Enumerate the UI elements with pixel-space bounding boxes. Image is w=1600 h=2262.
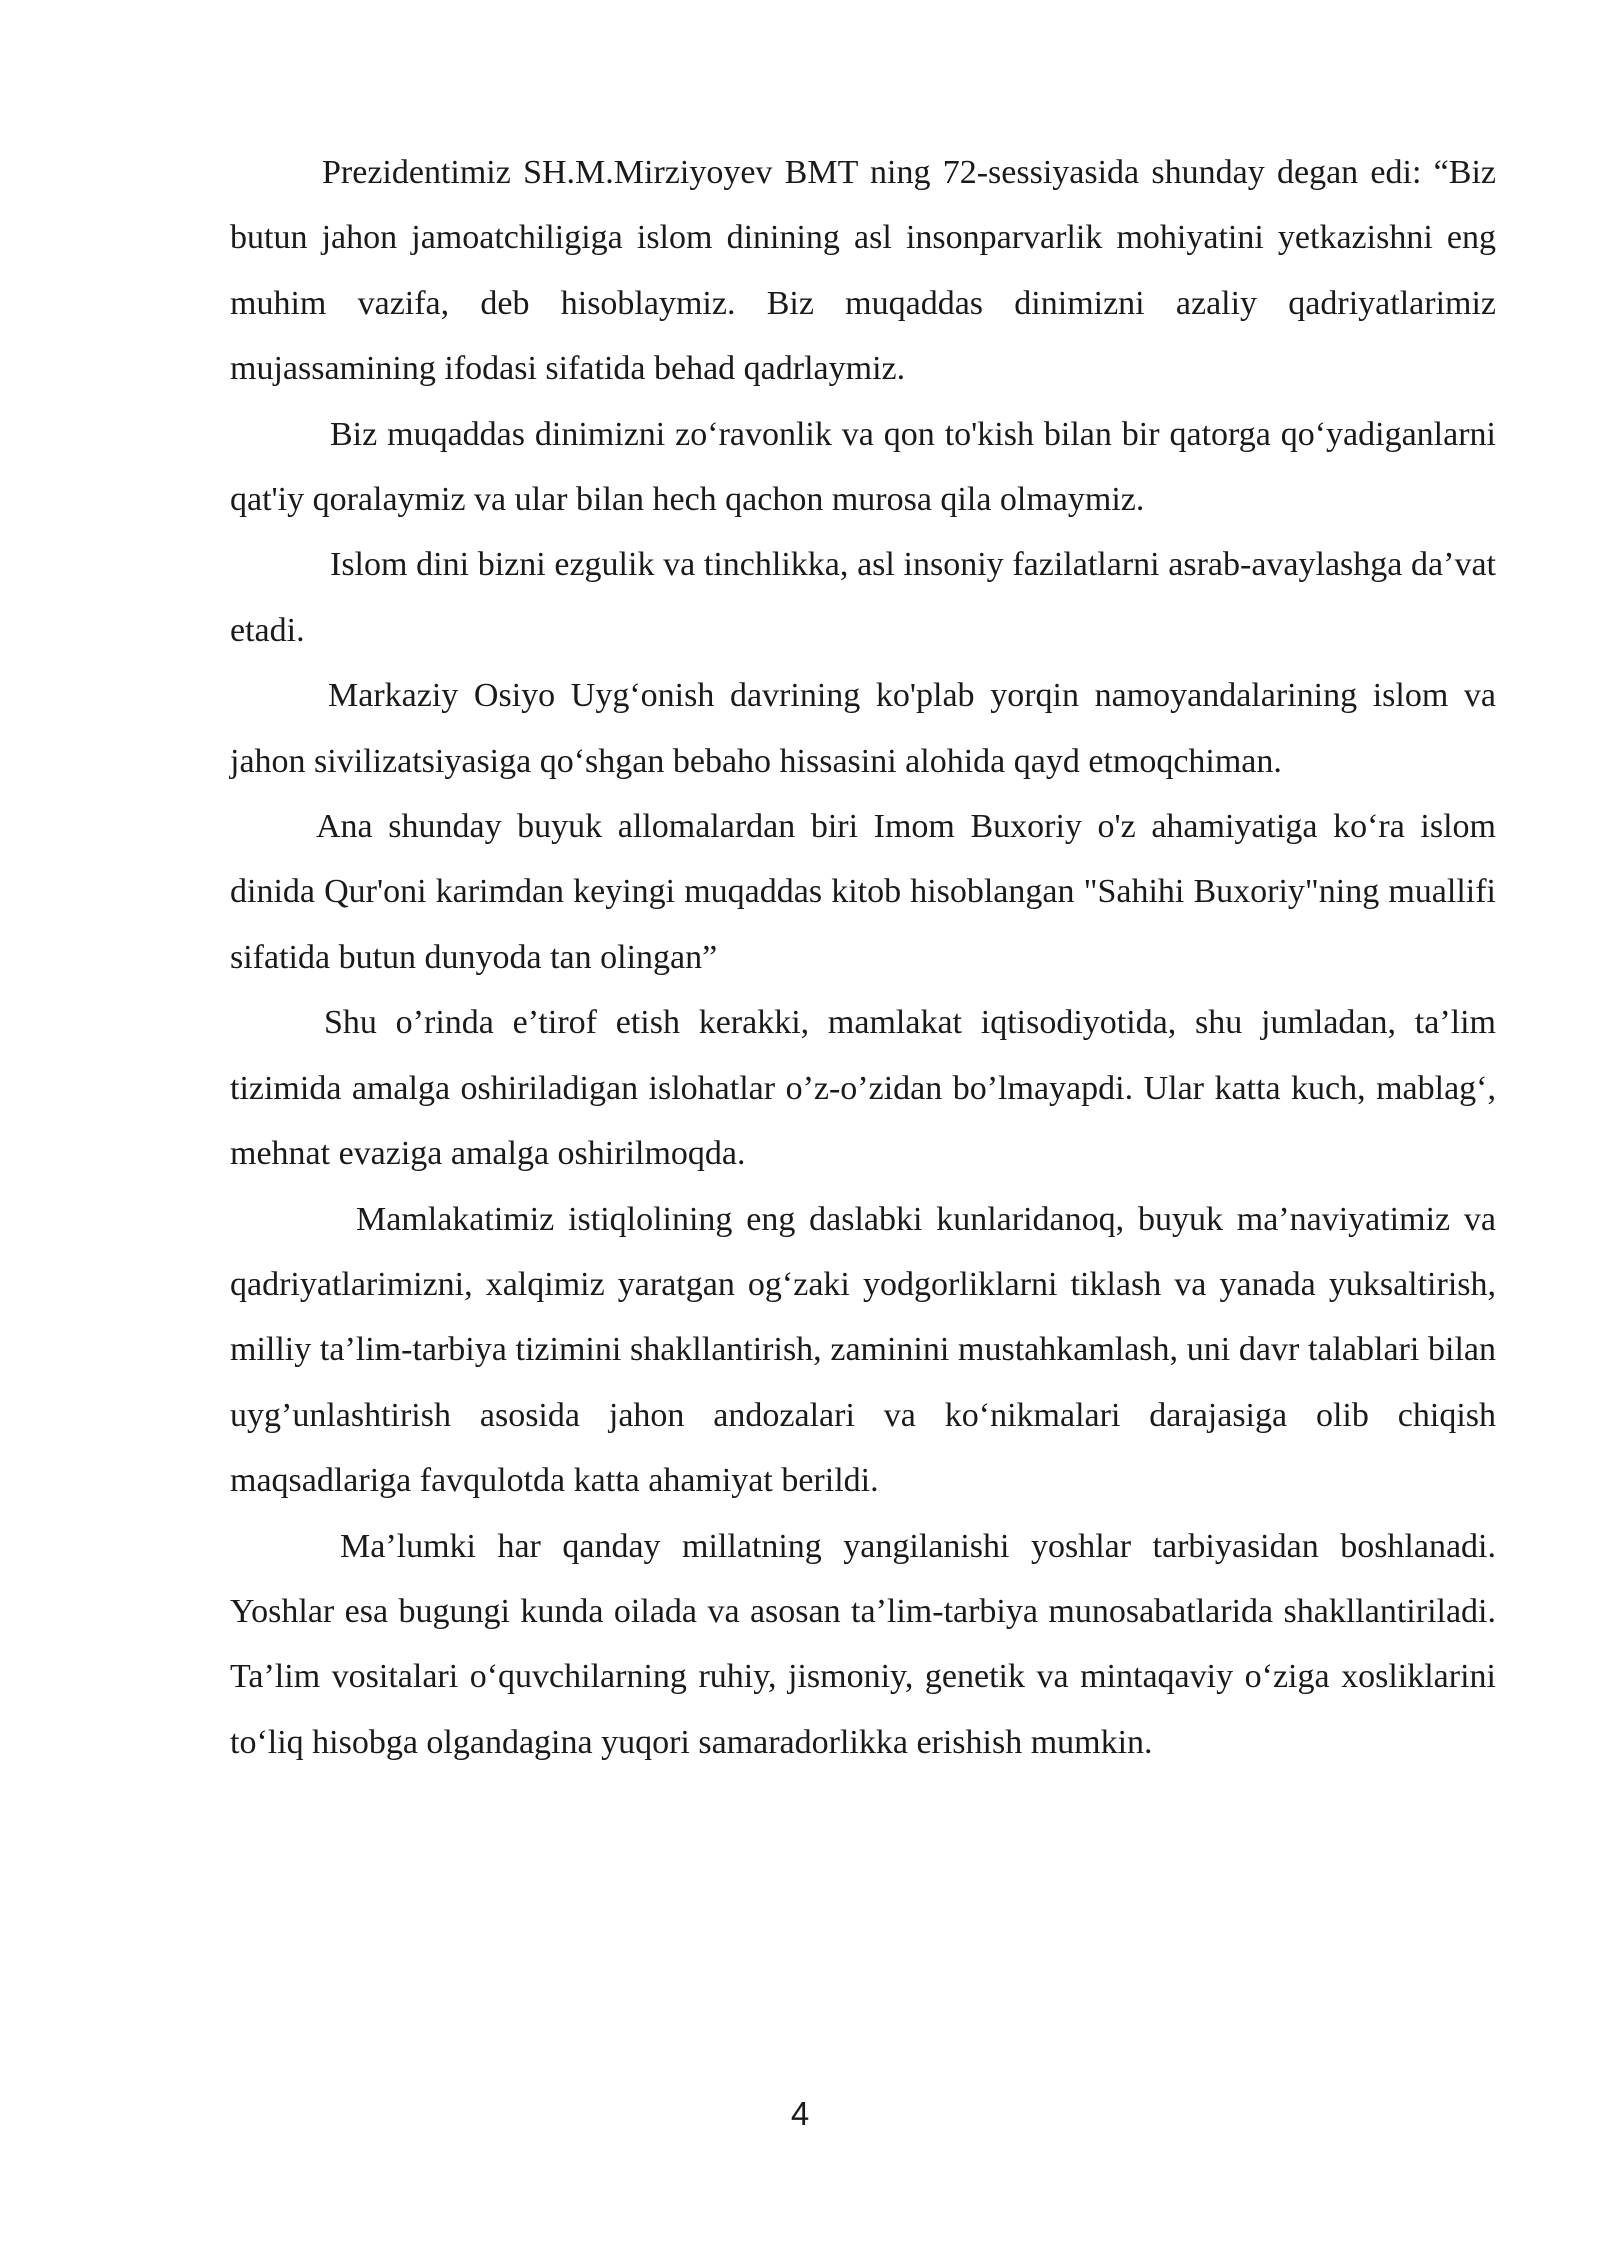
paragraph: Ma’lumki har qanday millatning yangilanishi yoshlar tarbiyasidan boshlanadi. Yoshlar esa bugungi kunda oilada va asosan ta’lim-tarbiya munosabatlarida shakllantiriladi. Ta’lim vositalari o‘quvchilarning ruhiy, jismoniy, genetik va mintaqaviy o‘ziga xosliklarini to‘liq hisobga olgandagina yuqori samaradorlikka erishish mumkin.: [230, 1527, 1496, 1761]
paragraph: Prezidentimiz SH.M.Mirziyoyev BMT ning 72-sessiyasida shunday degan edi: “Biz butun jahon jamoatchiligiga islom dinining asl insonparvarlik mohiyatini yetkazishni eng muhim vazifa, deb hisoblaymiz. Biz muqaddas dinimizni azaliy qadriyatlarimiz mujassamining ifodasi sifatida behad qadrlaymiz.: [230, 154, 1496, 388]
paragraph: Biz muqaddas dinimizni zo‘ravonlik va qon to'kish bilan bir qatorga qo‘yadiganlarni qat'iy qoralaymiz va ular bilan hech qachon murosa qila olmaymiz.: [230, 415, 1496, 519]
document-body: [230, 140, 1496, 1775]
paragraph: Shu o’rinda e’tirof etish kerakki, mamlakat iqtisodiyotida, shu jumladan, ta’lim tizimida amalga oshiriladigan islohatlar o’z-o’zidan bo’lmayapdi. Ular katta kuch, mablag‘, mehnat evaziga amalga oshirilmoqda.: [230, 1004, 1496, 1173]
paragraph: Mamlakatimiz istiqlolining eng daslabki kunlaridanoq, buyuk ma’naviyatimiz va qadriyatlarimizni, xalqimiz yaratgan og‘zaki yodgorliklarni tiklash va yanada yuksaltirish, milliy ta’lim-tarbiya tizimini shakllantirish, zaminini mustahkamlash, uni davr talablari bilan uyg’unlashtirish asosida jahon andozalari va ko‘nikmalari darajasiga olib chiqish maqsadlariga favqulotda katta ahamiyat berildi.: [230, 1200, 1496, 1500]
paragraph: Markaziy Osiyo Uyg‘onish davrining ko'plab yorqin namoyandalarining islom va jahon sivilizatsiyasiga qo‘shgan bebaho hissasini alohida qayd etmoqchiman.: [230, 677, 1496, 780]
paragraph: Ana shunday buyuk allomalardan biri Imom Buxoriy o'z ahamiyatiga ko‘ra islom dinida Qur'oni karimdan keyingi muqaddas kitob hisoblangan "Sahihi Buxoriy"ning muallifi sifatida butun dunyoda tan olingan”: [230, 808, 1496, 976]
paragraph: Islom dini bizni ezgulik va tinchlikka, asl insoniy fazilatlarni asrab-avaylashga da’vat etadi.: [230, 546, 1496, 649]
page-number: 4: [790, 2095, 810, 2132]
